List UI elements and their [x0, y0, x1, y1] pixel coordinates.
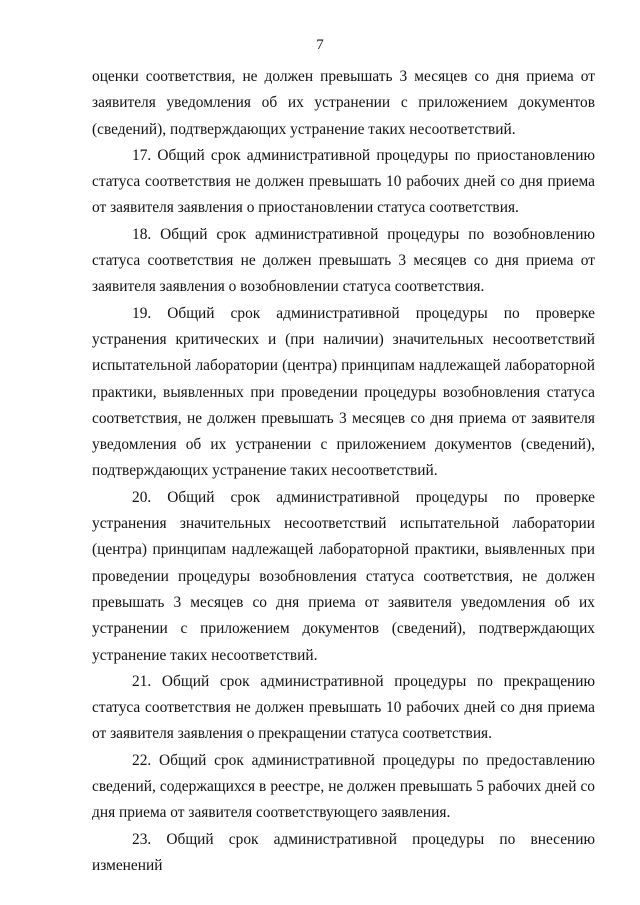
paragraph-21: 21. Общий срок административной процедуры по прекращению статуса соответствия не должен превышать 10 рабочих дней со дня приема от заявителя заявления о прекращении статуса соответствия. [92, 672, 595, 743]
page-number: 7 [316, 37, 324, 53]
paragraph-19: 19. Общий срок административной процедуры по проверке устранения критических и (при наличии) значительных несоответствий испытательной лаборатории (центра) принципам надлежащей лабораторной практики, выявленных при проведении процедуры возобновления статуса соответствия, не должен превышать 3 месяцев со дня приема от заявителя уведомления об их устранении с приложением документов (сведений), подтверждающих устранение таких несоответствий. [92, 304, 595, 480]
paragraph-20: 20. Общий срок административной процедуры по проверке устранения значительных несоответствий испытательной лаборатории (центра) принципам надлежащей лабораторной практики, выявленных при проведении процедуры возобновления статуса соответствия, не должен превышать 3 месяцев со дня приема от заявителя уведомления об их устранении с приложением документов (сведений), подтверждающих устранение таких несоответствий. [92, 488, 595, 664]
document-body [92, 64, 595, 879]
paragraph-18: 18. Общий срок административной процедуры по возобновлению статуса соответствия не должен превышать 3 месяцев со дня приема от заявителя заявления о возобновлении статуса соответствия. [92, 225, 595, 296]
paragraph-17: 17. Общий срок административной процедуры по приостановлению статуса соответствия не должен превышать 10 рабочих дней со дня приема от заявителя заявления о приостановлении статуса соответствия. [92, 146, 595, 217]
paragraph-23: 23. Общий срок административной процедуры по внесению изменений [92, 830, 595, 874]
paragraph-22: 22. Общий срок административной процедуры по предоставлению сведений, содержащихся в реестре, не должен превышать 5 рабочих дней со дня приема от заявителя соответствующего заявления. [92, 751, 595, 822]
paragraph-continuation: оценки соответствия, не должен превышать 3 месяцев со дня приема от заявителя уведомления об их устранении с приложением документов (сведений), подтверждающих устранение таких несоответствий. [92, 68, 595, 138]
